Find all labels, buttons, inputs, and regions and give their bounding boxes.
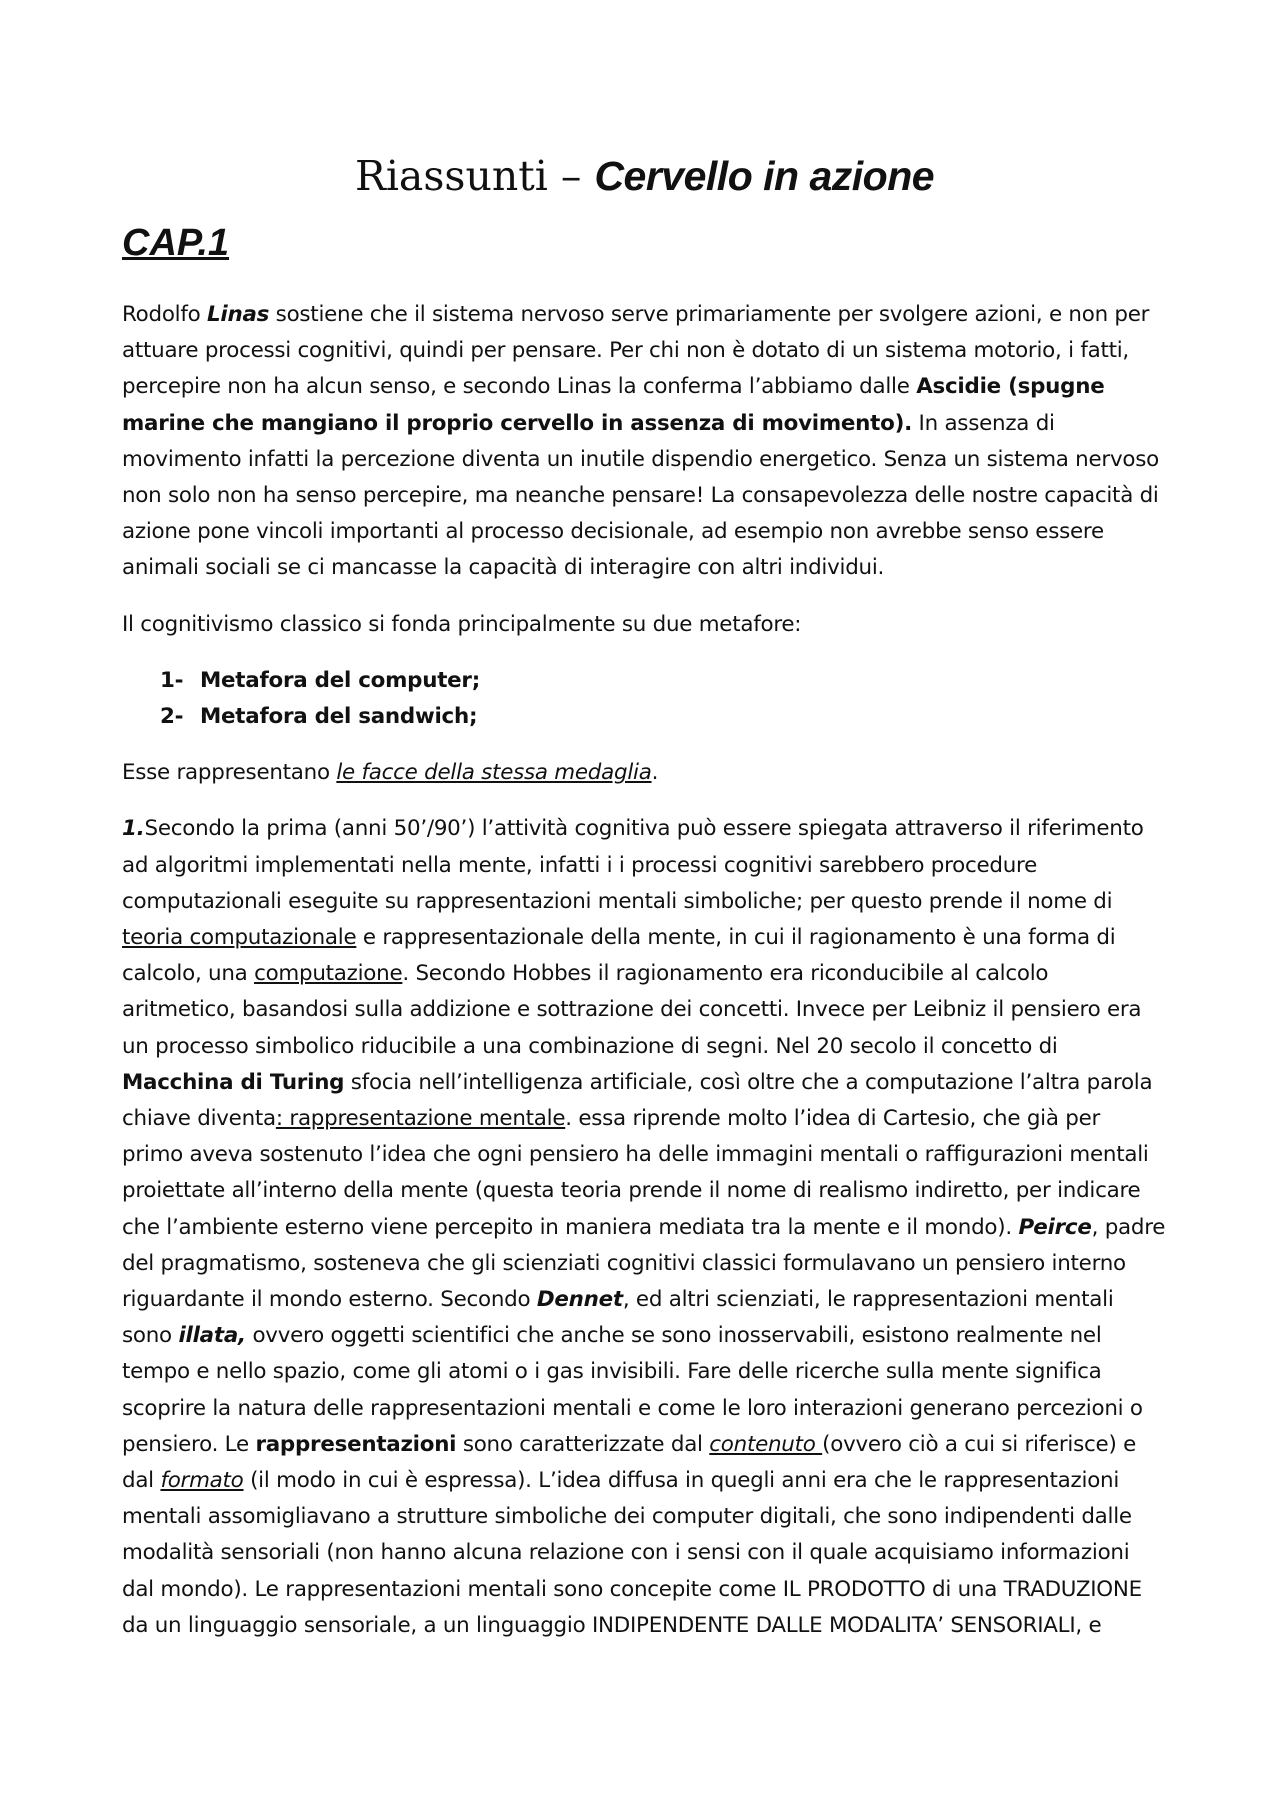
metafore-list [160, 663, 1167, 735]
author-peirce: Peirce [1018, 1214, 1092, 1240]
term-macchina-turing: Macchina di Turing [122, 1069, 345, 1095]
text-run: (il modo in cui è espressa). L’idea diffusa in quegli anni era che le rappresentazioni mentali assomigliavano a strutture simboliche dei computer digitali, che sono indipendenti dalle modalità sensoriali (non hanno alcuna relazione con i sensi con il quale acquisiamo informazioni dal mondo). Le rappresentazioni mentali sono concepite come IL PRODOTTO di una TRADUZIONE da un linguaggio sensoriale, a un linguaggio INDIPENDENTE DALLE MODALITA’ SENSORIALI, e [122, 1467, 1142, 1638]
document-title [122, 150, 1167, 203]
text-run: e rappresentazionale della mente, in cui il ragionamento è una forma di calcolo, una [122, 924, 1116, 987]
text-run: , ed altri scienziati, le rappresentazioni mentali sono [122, 1286, 1114, 1349]
list-number: 2- [160, 703, 184, 729]
text-run: Rodolfo [122, 301, 208, 327]
term-rappresentazione-mentale: : rappresentazione mentale [275, 1105, 566, 1131]
paragraph-computazionale [122, 811, 1167, 1644]
list-number: 1- [160, 667, 184, 693]
text-run: . Secondo Hobbes il ragionamento era riconducibile al calcolo aritmetico, basandosi sulla addizione e sottrazione dei concetti. Invece per Leibniz il pensiero era un processo simbolico riducibile a una combinazione di segni. Nel 20 secolo il concetto di [122, 961, 1142, 1059]
text-run: (ovvero ciò a cui si riferisce) e dal [122, 1431, 1136, 1493]
paragraph-medaglia [122, 755, 1167, 791]
text-run: ovvero oggetti scientifici che anche se sono inosservabili, esistono realmente nel tempo e nello spazio, come gli atomi o i gas invisibili. Fare delle ricerche sulla mente significa scoprire la natura delle rappresentazioni mentali e come le loro interazioni generano percezioni o pensiero. Le [122, 1323, 1143, 1457]
phrase-medaglia: le facce della stessa medaglia [336, 760, 652, 786]
section-number: 1. [122, 816, 145, 842]
list-text: Metafora del sandwich; [200, 703, 478, 729]
text-run: , padre del pragmatismo, sosteneva che gli scienziati cognitivi classici formulavano un pensiero interno riguardante il mondo esterno. Secondo [122, 1214, 1166, 1312]
term-formato: formato [160, 1467, 244, 1493]
list-item [160, 663, 1167, 699]
paragraph-cognitivismo: Il cognitivismo classico si fonda principalmente su due metafore: [122, 611, 802, 637]
text-run: . [651, 760, 659, 786]
term-rappresentazioni: rappresentazioni [255, 1431, 457, 1457]
title-plain: Riassunti – [354, 152, 595, 200]
list-text: Metafora del computer; [200, 667, 481, 693]
term-ascidie: Ascidie (spugne marine che mangiano il proprio cervello in assenza di movimento). [122, 374, 1105, 436]
author-linas: Linas [207, 301, 270, 327]
author-dennet: Dennet [536, 1286, 623, 1312]
text-run: Esse rappresentano [122, 760, 337, 786]
term-teoria-computazionale: teoria computazionale [122, 924, 357, 950]
text-run: sostiene che il sistema nervoso serve primariamente per svolgere azioni, e non per attuare processi cognitivi, quindi per pensare. Per chi non è dotato di un sistema motorio, i fatti, percepire non ha alcun senso, e secondo Linas la conferma l’abbiamo dalle [122, 301, 1150, 400]
paragraph-linas [122, 297, 1167, 587]
text-run: sfocia nell’intelligenza artificiale, così oltre che a computazione l’altra parola chiave diventa [122, 1069, 1153, 1131]
text-run: In assenza di movimento infatti la percezione diventa un inutile dispendio energetico. Senza un sistema nervoso non solo non ha senso percepire, ma neanche pensare! La consapevolezza delle nostre capacità di azione pone vincoli importanti al processo decisionale, ad esempio non avrebbe senso essere animali sociali se ci mancasse la capacità di interagire con altri individui. [122, 410, 1159, 581]
term-computazione: computazione [254, 961, 403, 987]
text-run: . essa riprende molto l’idea di Cartesio, che già per primo aveva sostenuto l’idea che ogni pensiero ha delle immagini mentali o raffigurazioni mentali proiettate all’interno della mente (questa teoria prende il nome di realismo indiretto, per indicare che l’ambiente esterno viene percepito in maniera mediata tra la mente e il mondo). [122, 1105, 1149, 1240]
title-emphasis: Cervello in azione [594, 153, 935, 199]
term-contenuto: contenuto [709, 1431, 823, 1457]
text-run: sono caratterizzate dal [456, 1431, 710, 1457]
list-item [160, 699, 1167, 735]
document-page [122, 150, 1167, 1664]
text-run: Secondo la prima (anni 50’/90’) l’attività cognitiva può essere spiegata attraverso il riferimento ad algoritmi implementati nella mente, infatti i i processi cognitivi sarebbero procedure computazionali eseguite su rappresentazioni mentali simboliche; per questo prende il nome di [122, 816, 1144, 914]
term-illata: illata, [178, 1323, 246, 1349]
chapter-heading: CAP.1 [122, 222, 230, 265]
